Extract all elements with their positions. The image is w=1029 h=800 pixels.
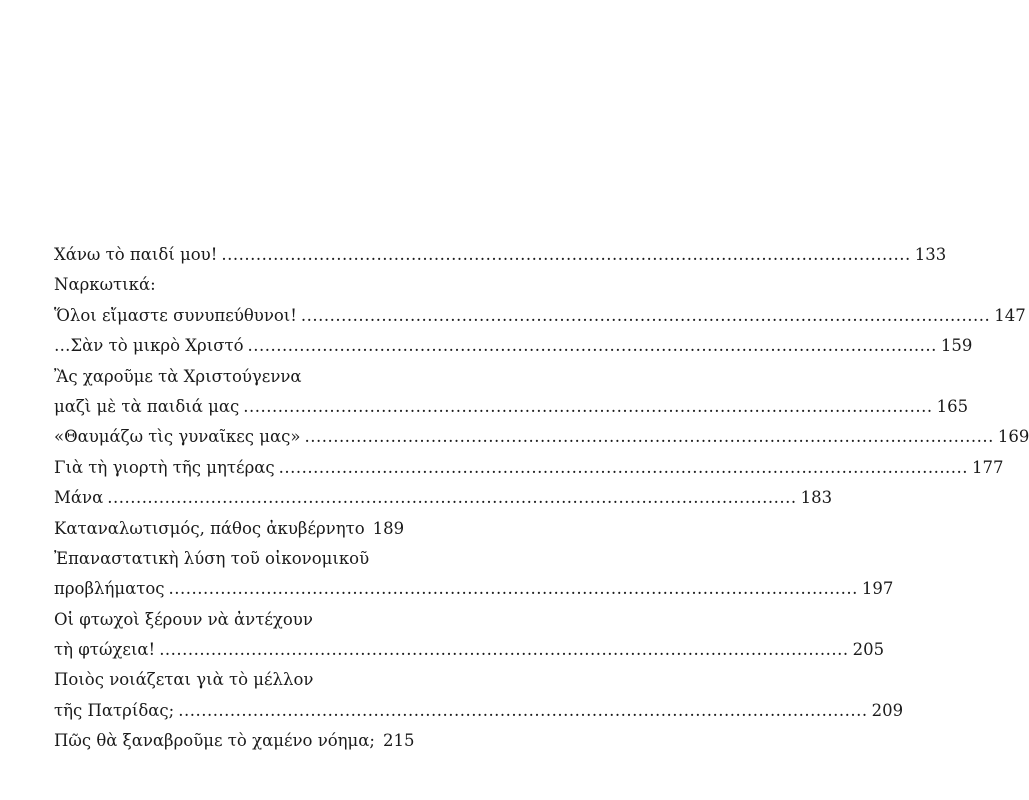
- toc-page-number: 147: [994, 305, 1026, 325]
- dot-leader: [279, 453, 968, 483]
- toc-entry-title: Καταναλωτισμός, πάθος ἀκυβέρνητο: [54, 518, 365, 538]
- toc-entry-line: [54, 362, 390, 392]
- toc-entry-line: [54, 453, 1004, 483]
- toc-entry-title: Ναρκωτικά:: [54, 275, 156, 295]
- toc-entry-title: προβλήματος: [54, 579, 165, 599]
- dot-leader: [304, 422, 993, 452]
- toc-entry-title: Ἂς χαροῦμε τὰ Χριστούγεννα: [54, 366, 302, 386]
- toc-page-number: 209: [871, 700, 904, 720]
- toc-entry-title: Ὅλοι εἴμαστε συνυπεύθυνοι!: [54, 305, 297, 325]
- toc-entry-line: [54, 331, 973, 361]
- toc-entry-title: Πῶς θὰ ξαναβροῦμε τὸ χαμένο νόημα;: [54, 731, 375, 751]
- toc-entry-line: [54, 665, 390, 695]
- toc-entry-line: [54, 483, 833, 513]
- toc-entry-title: «Θαυμάζω τὶς γυναῖκες μας»: [54, 427, 301, 447]
- toc-page-number: 197: [861, 579, 894, 599]
- table-of-contents: [54, 240, 1029, 757]
- dot-leader: [159, 635, 848, 665]
- toc-entry-title: Χάνω τὸ παιδί μου!: [54, 245, 218, 264]
- toc-entry-line: [54, 422, 1029, 452]
- dot-leader: [243, 392, 932, 422]
- toc-page-number: 215: [382, 731, 415, 751]
- toc-entry-line: [54, 392, 969, 422]
- toc-page-number: 133: [914, 245, 947, 264]
- dot-leader: [301, 301, 990, 331]
- toc-page-number: 189: [372, 518, 405, 538]
- toc-page-number: 183: [800, 488, 833, 508]
- toc-page-number: 165: [936, 396, 969, 416]
- toc-entry-line: [54, 635, 885, 665]
- dot-leader: [248, 331, 937, 361]
- toc-entry-line: [54, 605, 390, 635]
- toc-entry-title: μαζὶ μὲ τὰ παιδιά μας: [54, 396, 240, 416]
- toc-entry-line: [54, 544, 390, 574]
- dot-leader: [107, 483, 796, 513]
- toc-entry-line: [54, 574, 894, 604]
- toc-entry-title: τὴ φτώχεια!: [54, 640, 156, 660]
- toc-entry-title: …Σὰν τὸ μικρὸ Χριστό: [54, 336, 244, 356]
- toc-entry-title: τῆς Πατρίδας;: [54, 700, 175, 720]
- toc-entry-line: [54, 514, 405, 544]
- toc-entry-title: Γιὰ τὴ γιορτὴ τῆς μητέρας: [54, 457, 275, 477]
- toc-entry-line: [54, 726, 415, 756]
- toc-page-number: 205: [852, 640, 885, 660]
- toc-page-number: 169: [997, 427, 1029, 447]
- toc-entry-title: Ποιὸς νοιάζεται γιὰ τὸ μέλλον: [54, 670, 314, 690]
- toc-page-number: 159: [940, 336, 973, 356]
- toc-entry-line: [54, 240, 947, 270]
- toc-entry-line: [54, 301, 1026, 331]
- toc-page-number: 177: [972, 457, 1004, 477]
- toc-entry-line: [54, 696, 904, 726]
- dot-leader: [221, 240, 910, 270]
- toc-entry-title: Ἐπαναστατικὴ λύση τοῦ οἰκονομικοῦ: [54, 548, 370, 568]
- dot-leader: [178, 696, 867, 726]
- dot-leader: [169, 574, 858, 604]
- toc-entry-line: [54, 270, 390, 300]
- toc-entry-title: Οἱ φτωχοὶ ξέρουν νὰ ἀντέχουν: [54, 609, 313, 629]
- toc-entry-title: Μάνα: [54, 488, 104, 508]
